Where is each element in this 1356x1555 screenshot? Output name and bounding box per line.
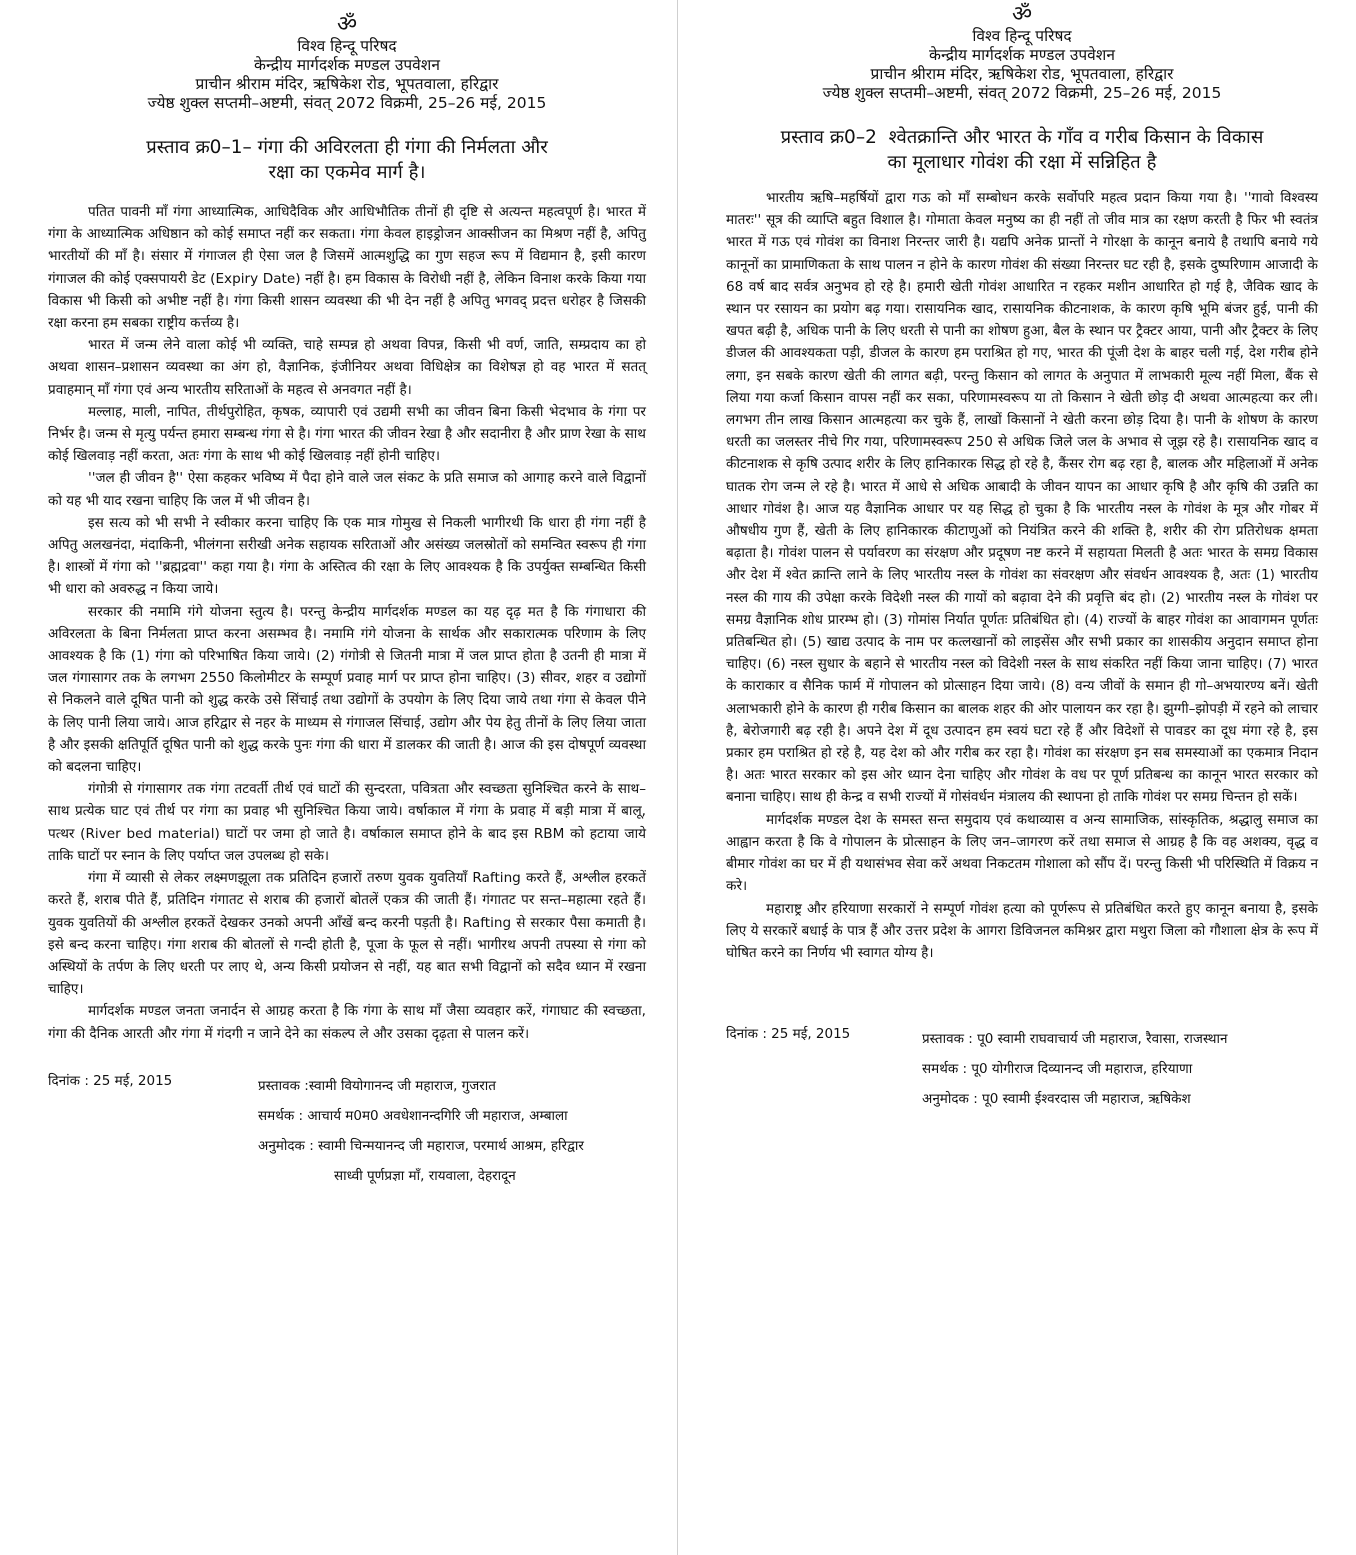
- paragraph: मार्गदर्शक मण्डल जनता जनार्दन से आग्रह करता है कि गंगा के साथ माँ जैसा व्यवहार करें, गंगाघाट की स्वच्छता, गंगा की दैनिक आरती और गंगा में गंदगी न जाने देने का संकल्प ले और उसका दृढ़ता से पालन करें।: [48, 1003, 646, 1042]
- paragraph: भारत में जन्म लेने वाला कोई भी व्यक्ति, चाहे सम्पन्न हो अथवा विपन्न, किसी भी वर्ण, जाति, सम्प्रदाय का हो अथवा शासन–प्रशासन व्यवस्था का अंग हो, वैज्ञानिक, इंजीनियर अथवा विधिक्षेत्र का विशेषज्ञ हो वह भारत में सतत् प्रवाहमान् माँ गंगा एवं अन्य भारतीय सरिताओं के महत्व से अनवगत नहीं है।: [48, 337, 646, 398]
- supporter: समर्थक : आचार्य म0म0 अवधेशानन्दगिरि जी महाराज, अम्बाला: [258, 1107, 568, 1124]
- proposer: प्रस्तावक : पू0 स्वामी राघवाचार्य जी महाराज, रैवासा, राजस्थान: [922, 1031, 1228, 1048]
- resolution-body: [48, 201, 646, 1045]
- event-date: ज्येष्ठ शुक्ल सप्तमी–अष्टमी, संवत् 2072 विक्रमी, 25–26 मई, 2015: [822, 84, 1222, 102]
- resolution-date: दिनांक : 25 मई, 2015: [48, 1072, 173, 1089]
- paragraph: इस सत्य को भी सभी ने स्वीकार करना चाहिए कि एक मात्र गोमुख से निकली भागीरथी कि धारा ही गंगा नहीं है अपितु अलखनंदा, मंदाकिनी, भीलंगना सरीखी अनेक सहायक सरिताओं और असंख्य जलस्रोतों को समन्वित स्वरूप ही गंगा है। शास्त्रों में गंगा को ''ब्रह्मद्रवा'' कहा गया है। गंगा के अस्तित्व की रक्षा के लिए आवश्यक है कि उपर्युक्त सम्बन्धित किसी भी धारा को अवरुद्ध न किया जाये।: [48, 514, 646, 598]
- resolution-title-line-1: प्रस्ताव क्र0–1– गंगा की अविरलता ही गंगा की निर्मलता और: [146, 137, 548, 158]
- event-name: केन्द्रीय मार्गदर्शक मण्डल उपवेशन: [929, 46, 1115, 64]
- venue: प्राचीन श्रीराम मंदिर, ऋषिकेश रोड, भूपतवाला, हरिद्वार: [870, 65, 1174, 83]
- paragraph: मार्गदर्शक मण्डल देश के समस्त सन्त समुदाय एवं कथाव्यास व अन्य सामाजिक, सांस्कृतिक, श्रद्धालु समाज का आह्वान करता है कि वे गोपालन के प्रोत्साहन के लिए जन–जागरण करें तथा समाज से आग्रह है कि वह अशक्य, वृद्ध व बीमार गोवंश का घर में ही यथासंभव सेवा करें अथवा निकटतम गोशाला को सौंप दें। परन्तु किसी भी परिस्थिति में विक्रय न करे।: [726, 811, 1318, 895]
- paragraph: गंगोत्री से गंगासागर तक गंगा तटवर्ती तीर्थ एवं घाटों की सुन्दरता, पवित्रता और स्वच्छता सुनिश्चित करने के साथ–साथ प्रत्येक घाट एवं तीर्थ पर गंगा का प्रवाह भी सुनिश्चित किया जाये। वर्षाकाल में गंगा के प्रवाह में बड़ी मात्रा में बालू, पत्थर (River bed material) घाटों पर जमा हो जाते है। वर्षाकाल समाप्त होने के बाद इस RBM को हटाया जाये ताकि घाटों पर स्नान के लिए पर्याप्त जल उपलब्ध हो सके।: [48, 781, 646, 864]
- org-name: विश्व हिन्दू परिषद: [297, 37, 397, 55]
- resolution-body: [726, 187, 1318, 964]
- om-symbol: ॐ: [336, 12, 358, 37]
- paragraph: मल्लाह, माली, नापित, तीर्थपुरोहित, कृषक, व्यापारी एवं उद्यमी सभी का जीवन बिना किसी भेदभाव के गंगा पर निर्भर है। जन्म से मृत्यु पर्यन्त हमारा सम्बन्ध गंगा से है। गंगा भारत की जीवन रेखा है और सदानीरा है और प्राण रेखा के साथ कोई खिलवाड़ नहीं करता, अतः गंगा के साथ भी कोई खिलवाड़ नहीं होनी चाहिए।: [48, 403, 646, 465]
- venue: प्राचीन श्रीराम मंदिर, ऋषिकेश रोड, भूपतवाला, हरिद्वार: [195, 75, 499, 93]
- om-symbol: ॐ: [1011, 2, 1033, 27]
- supporter: समर्थक : पू0 योगीराज दिव्यानन्द जी महाराज, हरियाणा: [922, 1061, 1193, 1078]
- event-name: केन्द्रीय मार्गदर्शक मण्डल उपवेशन: [254, 56, 440, 74]
- paragraph: महाराष्ट्र और हरियाणा सरकारों ने सम्पूर्ण गोवंश हत्या को पूर्णरूप से प्रतिबंधित करते हुए कानून बनाया है, इसके लिए ये सरकारें बधाई के पात्र हैं और उत्तर प्रदेश के आगरा डिविजनल कमिश्नर द्वारा मथुरा जिला को गौशाला क्षेत्र के रूप में घोषित करने का निर्णय भी स्वागत योग्य है।: [726, 900, 1318, 961]
- resolution-title-line-2: रक्षा का एकमेव मार्ग है।: [268, 162, 426, 183]
- resolution-title: [48, 135, 646, 185]
- paragraph: गंगा में व्यासी से लेकर लक्ष्मणझूला तक प्रतिदिन हजारों तरुण युवक युवतियाँ Rafting करते हैं, अश्लील हरकतें करते हैं, शराब पीते हैं, प्रतिदिन गंगातट से शराब की हजारों बोतलें एकत्र की जाती हैं। गंगातट पर सन्त–महात्मा रहते हैं। युवक युवतियों की अश्लील हरकतें देखकर उनको अपनी आँखें बन्द करनी पड़ती है। Rafting से सरकार पैसा कमाती है। इसे बन्द करना चाहिए। गंगा शराब की बोतलों से गन्दी होती है, पूजा के फूल से नहीं। भागीरथ अपनी तपस्या से गंगा को अस्थियों के तर्पण के लिए धरती पर लाए थे, अन्य किसी प्रयोजन से नहीं, यह बात सभी विद्वानों को सदैव ध्यान में रखना चाहिए।: [48, 870, 646, 998]
- signatory-list: [258, 1071, 678, 1191]
- letterhead: [726, 4, 1318, 103]
- resolution-title-line-1: प्रस्ताव क्र0–2 श्वेतक्रान्ति और भारत के गाँव व गरीब किसान के विकास: [780, 127, 1264, 148]
- letterhead: [48, 14, 646, 113]
- paragraph: भारतीय ऋषि–महर्षियों द्वारा गऊ को माँ सम्बोधन करके सर्वोपरि महत्व प्रदान किया गया है। ''गावो विश्वस्य मातरः'' सूत्र की व्याप्ति बहुत विशाल है। गोमाता केवल मनुष्य का ही नहीं तो जीव मात्र का रक्षण करती है फिर भी स्वतंत्र भारत में गऊ एवं गोवंश का विनाश निरन्तर जारी है। यद्यपि अनेक प्रान्तों ने गोरक्षा के कानून बनाये है तथापि बनाये गये कानूनों का प्रामाणिकता के साथ पालन न होने के कारण गोवंश की संख्या निरन्तर घट रही है, इसके दुष्परिणाम आजादी के 68 वर्ष बाद सर्वत्र अनुभव हो रहे है। हमारी खेती गोवंश आधारित न रहकर मशीन आधारित हो गई है, जैविक खाद के स्थान पर रसायन का प्रयोग बढ़ गया। रासायनिक खाद, रासायनिक कीटनाशक, के कारण कृषि भूमि बंजर हुई, पानी की खपत बढ़ी है, अधिक पानी के लिए धरती से पानी का शोषण हुआ, बैल के स्थान पर ट्रैक्टर आया, पानी और ट्रैक्टर के लिए डीजल की आवश्यकता पड़ी, डीजल के कारण हम पराश्रित हो गए, भारत की पूंजी देश के बाहर चली गई, देश गरीब होने लगा, इन सबके कारण खेती की लागत बढ़ी, परन्तु किसान को लागत के अनुपात में लाभकारी मूल्य नहीं मिला, बैंक से लिया गया कर्जा किसान वापस नहीं कर सका, परिणामस्वरूप या तो किसान ने खेती छोड़ दी अथवा आत्महत्या कर ली। लगभग तीन लाख किसान आत्महत्या कर चुके हैं, लाखों किसानों ने खेती करना छोड़ दिया है। पानी के शोषण के कारण धरती का जलस्तर नीचे गिर गया, परिणामस्वरूप 250 से अधिक जिले जल के अभाव से जूझ रहे है। रासायनिक खाद व कीटनाशक से कृषि उत्पाद शरीर के लिए हानिकारक सिद्ध हो रहे है, कैंसर रोग बढ़ रहा है, बालक और महिलाओं में अनेक घातक रोग जन्म ले रहे है। भारत में आधे से अधिक आबादी के जीवन यापन का आधार कृषि है और कृषि की उन्नति का आधार गोवंश है। आज यह वैज्ञानिक आधार पर यह सिद्ध हो चुका है कि भारतीय नस्ल के गोवंश के मूत्र और गोबर में औषधीय गुण हैं, खेती के लिए हानिकारक कीटाणुओं को नियंत्रित करने की शक्ति है, शरीर की रोग प्रतिरोधक क्षमता बढ़ाता है। गोवंश पालन से पर्यावरण का संरक्षण और प्रदूषण नष्ट करने में सहायता मिलती है अतः भारत के समग्र विकास और देश में श्वेत क्रान्ति लाने के लिए भारतीय नस्ल के गोवंश का संवरक्षण और संवर्धन आवश्यक है, अतः (1) भारतीय नस्ल की गाय की उपेक्षा करके विदेशी नस्ल की गायों को बढ़ावा देने की प्रवृत्ति बंद हो। (2) भारतीय नस्ल के गोवंश पर समग्र वैज्ञानिक शोध प्रारम्भ हो। (3) गोमांस निर्यात पूर्णतः प्रतिबंधित हो। (4) राज्यों के बाहर गोवंश का आवागमन पूर्णतः प्रतिबन्धित हो। (5) खाद्य उत्पाद के नाम पर कत्लखानों को लाइसेंस और सभी प्रकार का शासकीय अनुदान समाप्त होना चाहिए। (6) नस्ल सुधार के बहाने से भारतीय नस्ल को विदेशी नस्ल के साथ संकरित नहीं किया जाना चाहिए। (7) भारत के काराकार व सैनिक फार्म में गोपालन को प्रोत्साहन दिया जाये। (8) वन्य जीवों के समान ही गो–अभयारण्य बनें। खेती अलाभकारी होने के कारण ही गरीब किसान का बालक शहर की ओर पालायन कर रहा है। झुग्गी–झोपड़ी में रहने को लाचार है, बेरोजगारी बढ़ रही है। अपने देश में दूध उत्पादन हम स्वयं घटा रहे हैं और विदेशों से पावडर का दूध मंगा रहे है, इस प्रकार हम पराश्रित हो रहे है, यह देश को और गरीब कर रहा है। गोवंश का संरक्षण इन सब समस्याओं का एकमात्र निदान है। अतः भारत सरकार को इस ओर ध्यान देना चाहिए और गोवंश के वध पर पूर्ण प्रतिबन्ध का कानून भारत सरकार को बनाना चाहिए। साथ ही केन्द्र व सभी राज्यों में गोसंवर्धन मंत्रालय की स्थापना हो ताकि गोवंश पर समग्र चिन्तन हो सकें।: [726, 190, 1319, 806]
- endorser: अनुमोदक : स्वामी चिन्मयानन्द जी महाराज, परमार्थ आश्रम, हरिद्वार: [258, 1137, 584, 1154]
- signatory-list: [922, 1024, 1342, 1114]
- resolution-title: [726, 125, 1318, 175]
- event-date: ज्येष्ठ शुक्ल सप्तमी–अष्टमी, संवत् 2072 विक्रमी, 25–26 मई, 2015: [147, 94, 547, 112]
- org-name: विश्व हिन्दू परिषद: [972, 27, 1072, 45]
- resolution-page-2: [678, 0, 1356, 1555]
- proposer: प्रस्तावक :स्वामी वियोगानन्द जी महाराज, गुजरात: [258, 1077, 496, 1094]
- paragraph: सरकार की नमामि गंगे योजना स्तुत्य है। परन्तु केन्द्रीय मार्गदर्शक मण्डल का यह दृढ़ मत है कि गंगाधारा की अविरलता के बिना निर्मलता प्राप्त करना असम्भव है। नमामि गंगे योजना के सार्थक और सकारात्मक परिणाम के लिए आवश्यक है कि (1) गंगा को परिभाषित किया जाये। (2) गंगोत्री से जितनी मात्रा में जल प्राप्त होता है उतनी ही मात्रा में जल गंगासागर तक के लगभग 2550 किलोमीटर के सम्पूर्ण प्रवाह मार्ग पर प्राप्त होना चाहिए। (3) सीवर, शहर व उद्योगों से निकलने वाले दूषित पानी को शुद्ध करके उसे सिंचाई तथा उद्योगों के उपयोग के लिए दिया जाये तथा गंगा से केवल पीने के लिए पानी लिया जाये। आज हरिद्वार से नहर के माध्यम से गंगाजल सिंचाई, उद्योग और पेय हेतु तीनों के लिए लिया जाता है और इसकी क्षतिपूर्ति दूषित पानी को शुद्ध करके पुनः गंगा की धारा में डालकर की जाती है। आज की इस दोषपूर्ण व्यवस्था को बदलना चाहिए।: [48, 603, 646, 776]
- resolution-date: दिनांक : 25 मई, 2015: [726, 1026, 851, 1043]
- resolution-title-line-2: का मूलाधार गोवंश की रक्षा में सन्निहित है: [887, 152, 1157, 173]
- paragraph: पतित पावनी माँ गंगा आध्यात्मिक, आधिदैविक और आधिभौतिक तीनों ही दृष्टि से अत्यन्त महत्वपूर्ण है। भारत में गंगा के आध्यात्मिक अधिष्ठान को कोई समाप्त नहीं कर सकता। गंगा केवल हाइड्रोजन आक्सीजन का मिश्रण नहीं है, अपितु भारतीयों की माँ है। संसार में गंगाजल ही ऐसा जल है जिसमें आत्मशुद्धि का गुण सहज रूप में विद्यमान है, इसी कारण गंगाजल की कोई एक्सपायरी डेट (Expiry Date) नहीं है। हम विकास के विरोधी नहीं है, लेकिन विनाश करके किया गया विकास भी किसी को अभीष्ट नहीं है। गंगा किसी शासन व्यवस्था की भी देन नहीं है अपितु भगवद् प्रदत्त धरोहर है जिसकी रक्षा करना हम सबका राष्ट्रीय कर्त्तव्य है।: [48, 204, 646, 332]
- endorser: अनुमोदक : पू0 स्वामी ईश्वरदास जी महाराज, ऋषिकेश: [922, 1091, 1191, 1108]
- paragraph: ''जल ही जीवन है'' ऐसा कहकर भविष्य में पैदा होने वाले जल संकट के प्रति समाज को आगाह करने वाले विद्वानों को यह भी याद रखना चाहिए कि जल में भी जीवन है।: [48, 470, 646, 509]
- endorser-2: साध्वी पूर्णप्रज्ञा माँ, रायवाला, देहरादून: [334, 1167, 516, 1184]
